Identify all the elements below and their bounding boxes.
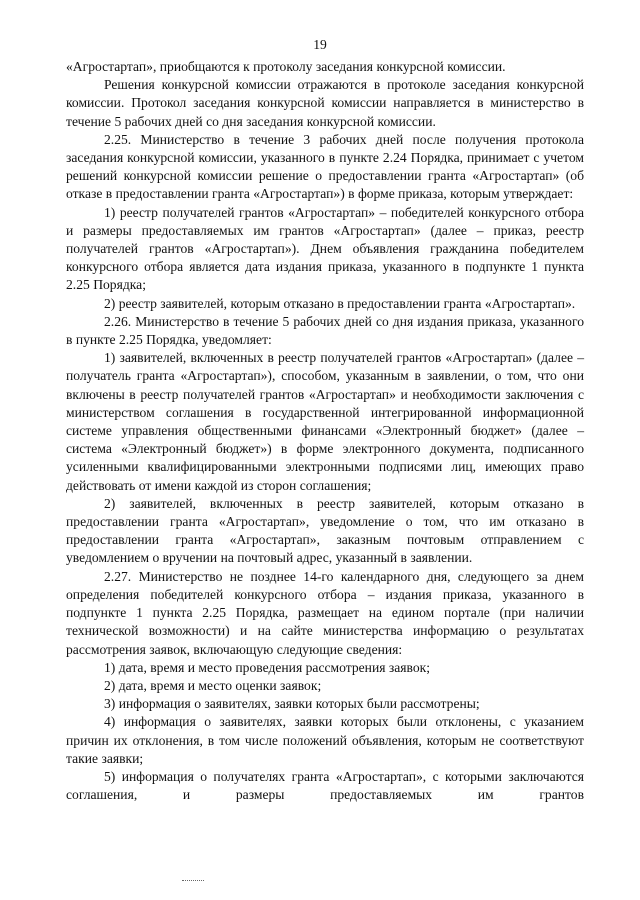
paragraph-2-27: 2.27. Министерство не позднее 14-го календарного дня, следующего за днем определения победителей конкурсного отбора – издания приказа, указанного в подпункте 1 пункта 2.25 Порядка, размещает на едином портале (при наличии технической возможности) и на сайте министерства информацию о результатах рассмотрения заявок, включающую следующие сведения: [66,568,584,657]
footer-mark [182,880,204,881]
paragraph-commission-decisions: Решения конкурсной комиссии отражаются в протоколе заседания конкурсной комиссии. Протокол заседания конкурсной комиссии направляется в министерство в течение 5 рабочих дней со дня заседания конкурсной комиссии. [66,77,584,129]
paragraph-2-26: 2.26. Министерство в течение 5 рабочих дней со дня издания приказа, указанного в пункте 2.25 Порядка, уведомляет: [66,313,584,348]
paragraph-continuation: «Агростартап», приобщаются к протоколу заседания конкурсной комиссии. [66,59,506,74]
document-body [66,58,584,804]
paragraph-2-25-item-2: 2) реестр заявителей, которым отказано в предоставлении гранта «Агростартап». [104,295,576,311]
paragraph-2-27-item-4: 4) информация о заявителях, заявки которых были отклонены, с указанием причин их отклонения, в том числе положений объявления, которым не соответствуют такие заявки; [66,714,584,766]
paragraph-2-27-item-2: 2) дата, время и место оценки заявок; [104,677,322,693]
paragraph-2-26-item-2: 2) заявителей, включенных в реестр заявителей, которым отказано в предоставлении гранта «Агростартап», уведомление о том, что им отказано в предоставлении гранта «Агростартап», заказным почтовым отправлением с уведомлением о вручении на почтовый адрес, указанный в заявлении. [66,495,584,566]
paragraph-2-26-item-1: 1) заявителей, включенных в реестр получателей грантов «Агростартап» (далее – получатель гранта «Агростартап»), способом, указанным в заявлении, о том, что они включены в реестр получателей грантов «Агростартап» и необходимости заключения с министерством соглашения в государственной интегрированной информационной системе управления общественными финансами «Электронный бюджет» (далее – система «Электронный бюджет») в форме электронного документа, подписанного усиленными квалифицированными электронными подписями лиц, имеющих право действовать от имени каждой из сторон соглашения; [66,350,584,493]
paragraph-2-27-item-5: 5) информация о получателях гранта «Агростартап», с которыми заключаются соглашения, и размеры предоставляемых им грантов [66,768,584,803]
paragraph-2-27-item-1: 1) дата, время и место проведения рассмотрения заявок; [104,659,431,675]
paragraph-2-25: 2.25. Министерство в течение 3 рабочих дней после получения протокола заседания конкурсной комиссии, указанного в пункте 2.24 Порядка, принимает с учетом решений конкурсной комиссии решение о предоставлении гранта «Агростартап» (об отказе в предоставлении гранта «Агростартап») в форме приказа, которым утверждает: [66,131,584,202]
paragraph-2-27-item-3: 3) информация о заявителях, заявки которых были рассмотрены; [104,696,480,712]
page-number: 19 [313,37,327,52]
paragraph-2-25-item-1: 1) реестр получателей грантов «Агростартап» – победителей конкурсного отбора и размеры предоставляемых им грантов «Агростартап» (далее – приказ, реестр получателей грантов «Агростартап»). Днем объявления гражданина победителем конкурсного отбора является дата издания приказа, указанного в подпункте 1 пункта 2.25 Порядка; [66,204,584,293]
